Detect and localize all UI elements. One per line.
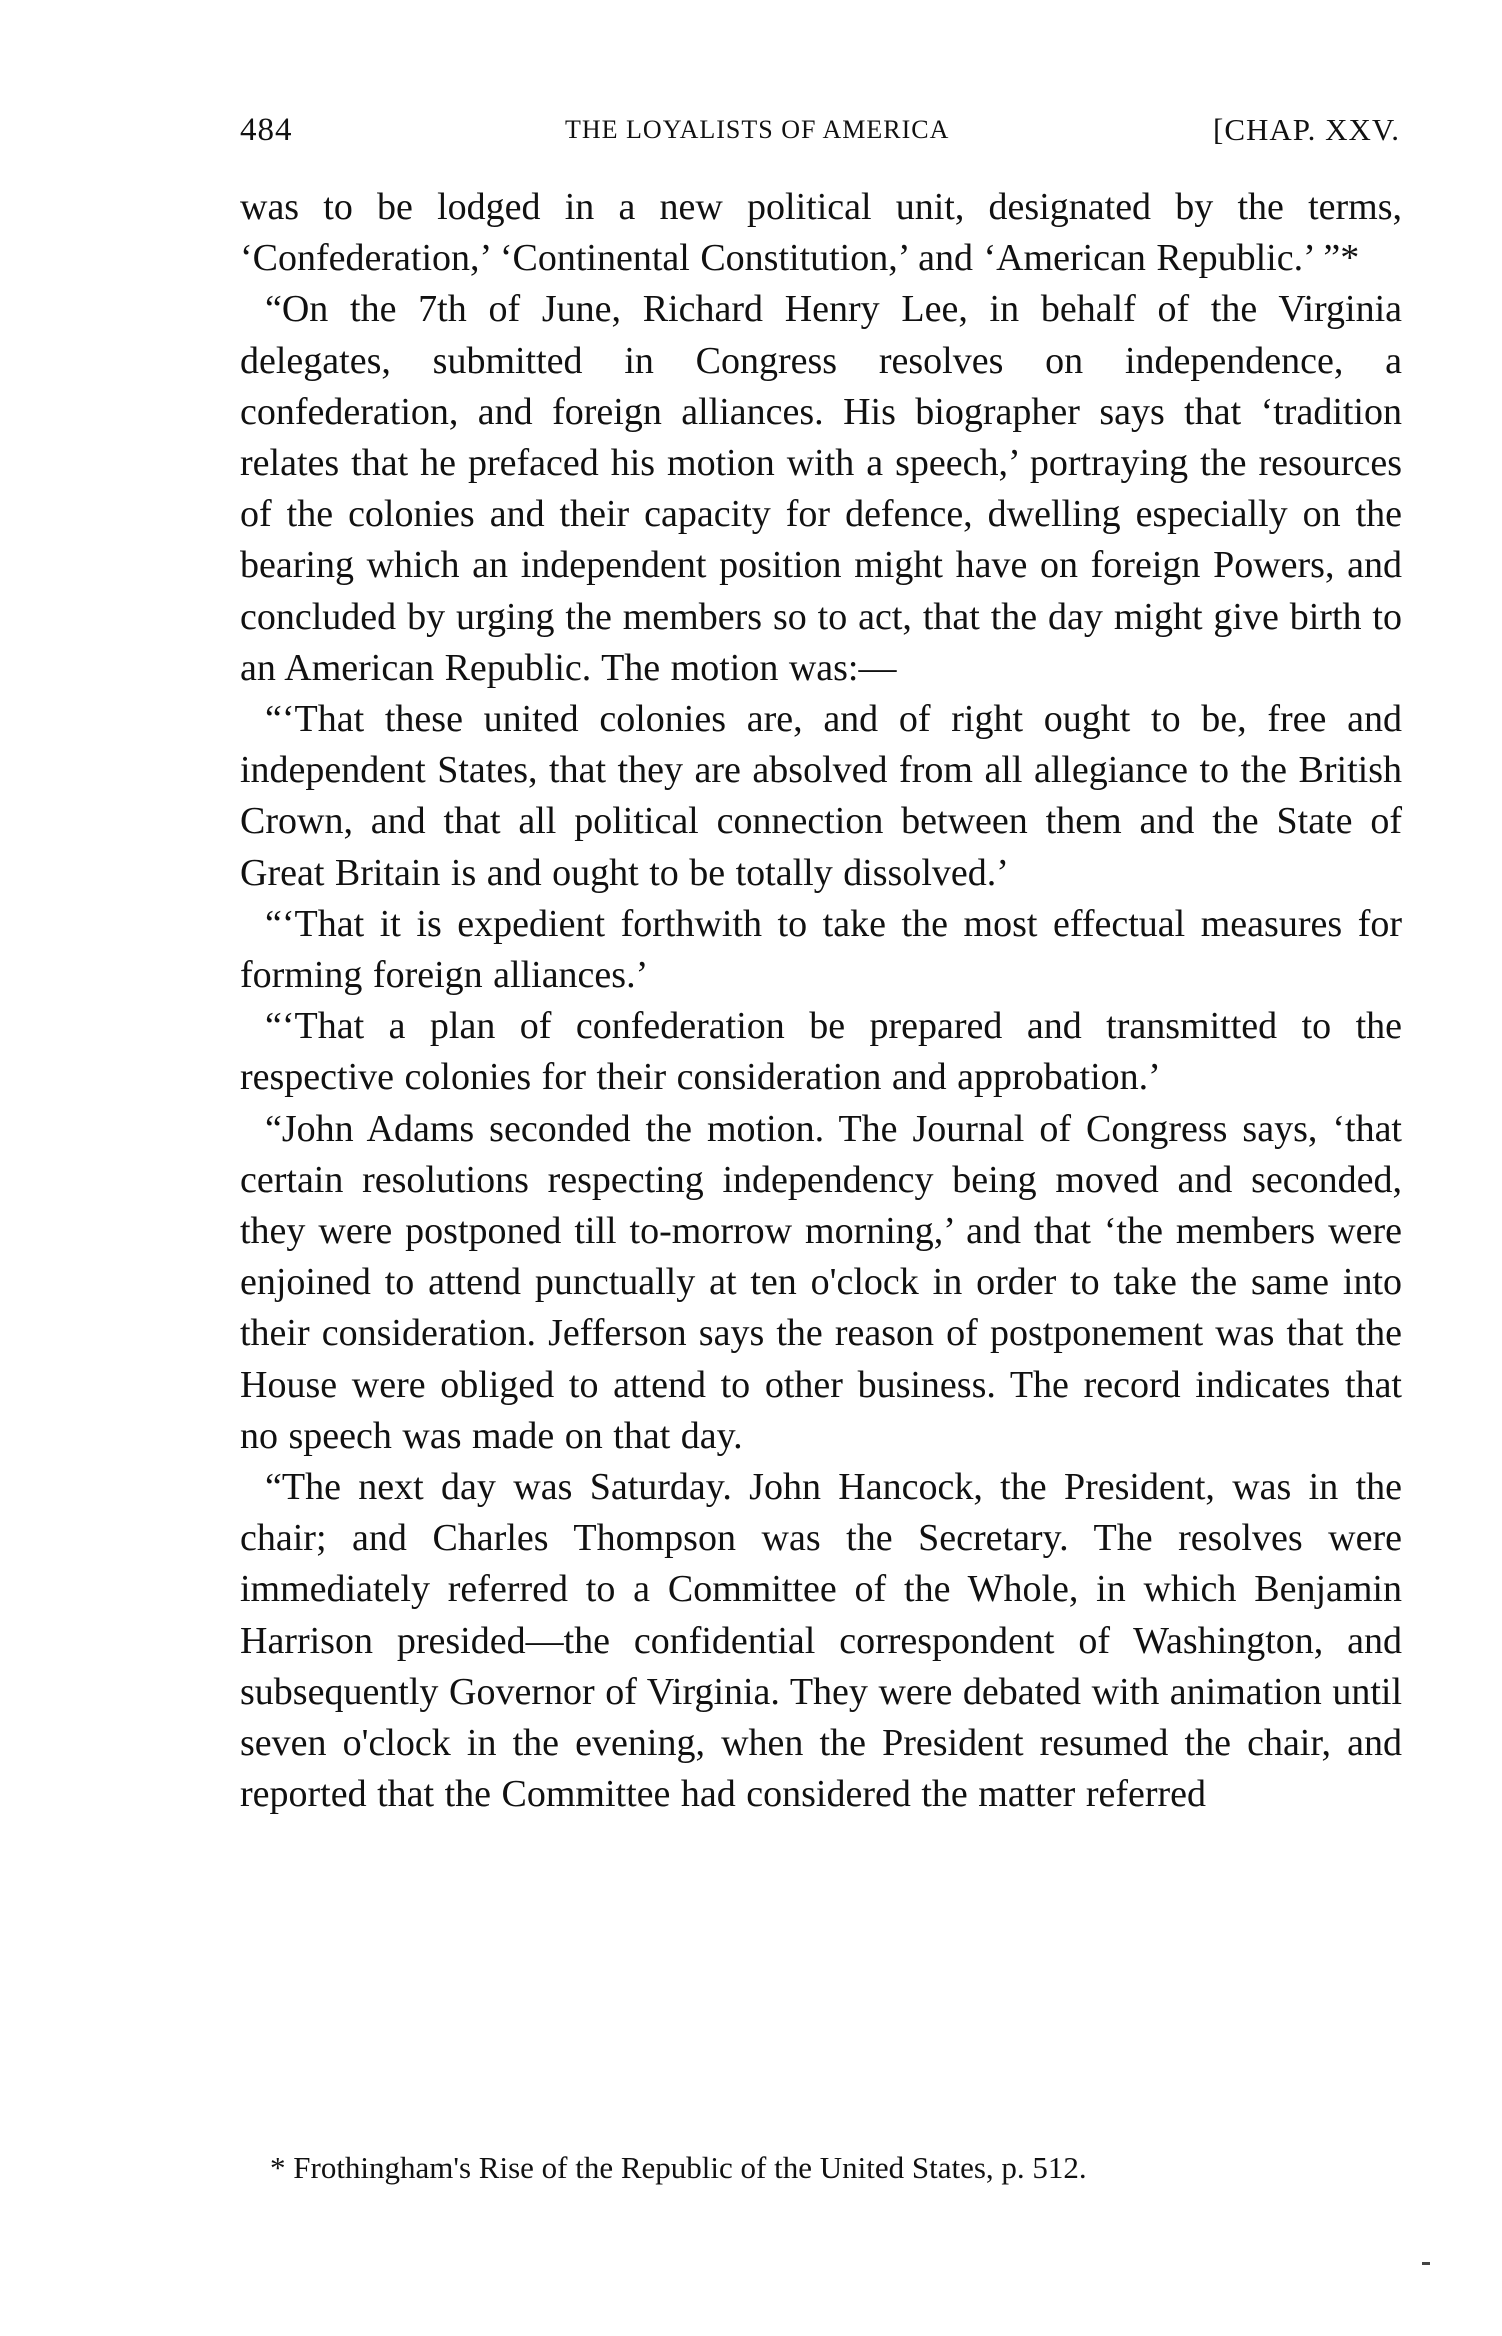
paragraph-continuation: was to be lodged in a new political unit, designated by the terms, ‘Confederation,’ ‘Continental Constitution,’ and ‘American Republic.’ ”* <box>240 186 1402 280</box>
paragraph-next-day: “The next day was Saturday. John Hancock, the President, was in the chair; and Charles Thompson was the Secretary. The resolves were immediately referred to a Committee of the Whole, in which Benjamin Harrison presided—the confidential correspondent of Washington, and subsequently Governor of Virginia. They were debated with animation until seven o'clock in the evening, when the President resumed the chair, and reported that the Committee had considered the matter referred <box>240 1466 1402 1816</box>
paragraph-resolution-confederation: “‘That a plan of confederation be prepared and transmitted to the respective colonies for their consideration and approbation.’ <box>240 1005 1402 1099</box>
paragraph-john-adams: “John Adams seconded the motion. The Journal of Congress says, ‘that certain resolutions respecting independency being moved and seconded, they were postponed till to-morrow morning,’ and that ‘the members were enjoined to attend punctually at ten o'clock in order to take the same into their consideration. Jefferson says the reason of postponement was that the House were obliged to attend to other business. The record indicates that no speech was made on that day. <box>240 1107 1402 1457</box>
paragraph-resolution-independence: “‘That these united colonies are, and of right ought to be, free and independent States, that they are absolved from all allegiance to the British Crown, and that all political connection between them and the State of Great Britain is and ought to be totally dissolved.’ <box>240 698 1402 894</box>
footnote: * Frothingham's Rise of the Republic of the United States, p. 512. <box>270 2150 1087 2185</box>
main-text <box>240 182 1402 2092</box>
paragraph-resolution-alliances: “‘That it is expedient forthwith to take the most effectual measures for forming foreign alliances.’ <box>240 902 1402 997</box>
page-header <box>240 108 1400 152</box>
paragraph-richard-henry-lee: “On the 7th of June, Richard Henry Lee, in behalf of the Virginia delegates, submitted in Congress resolves on independence, a confederation, and foreign alliances. His biographer says that ‘tradition relates that he prefaced his motion with a speech,’ portraying the resources of the colonies and their capacity for defence, dwelling especially on the bearing which an independent position might have on foreign Powers, and concluded by urging the members so to act, that the day might give birth to an American Republic. The motion was:— <box>240 288 1402 689</box>
chapter-label: [CHAP. XXV. <box>1213 112 1400 147</box>
page-mark <box>1422 2262 1430 2265</box>
page-number: 484 <box>240 112 293 148</box>
running-title: THE LOYALISTS OF AMERICA <box>565 115 950 144</box>
